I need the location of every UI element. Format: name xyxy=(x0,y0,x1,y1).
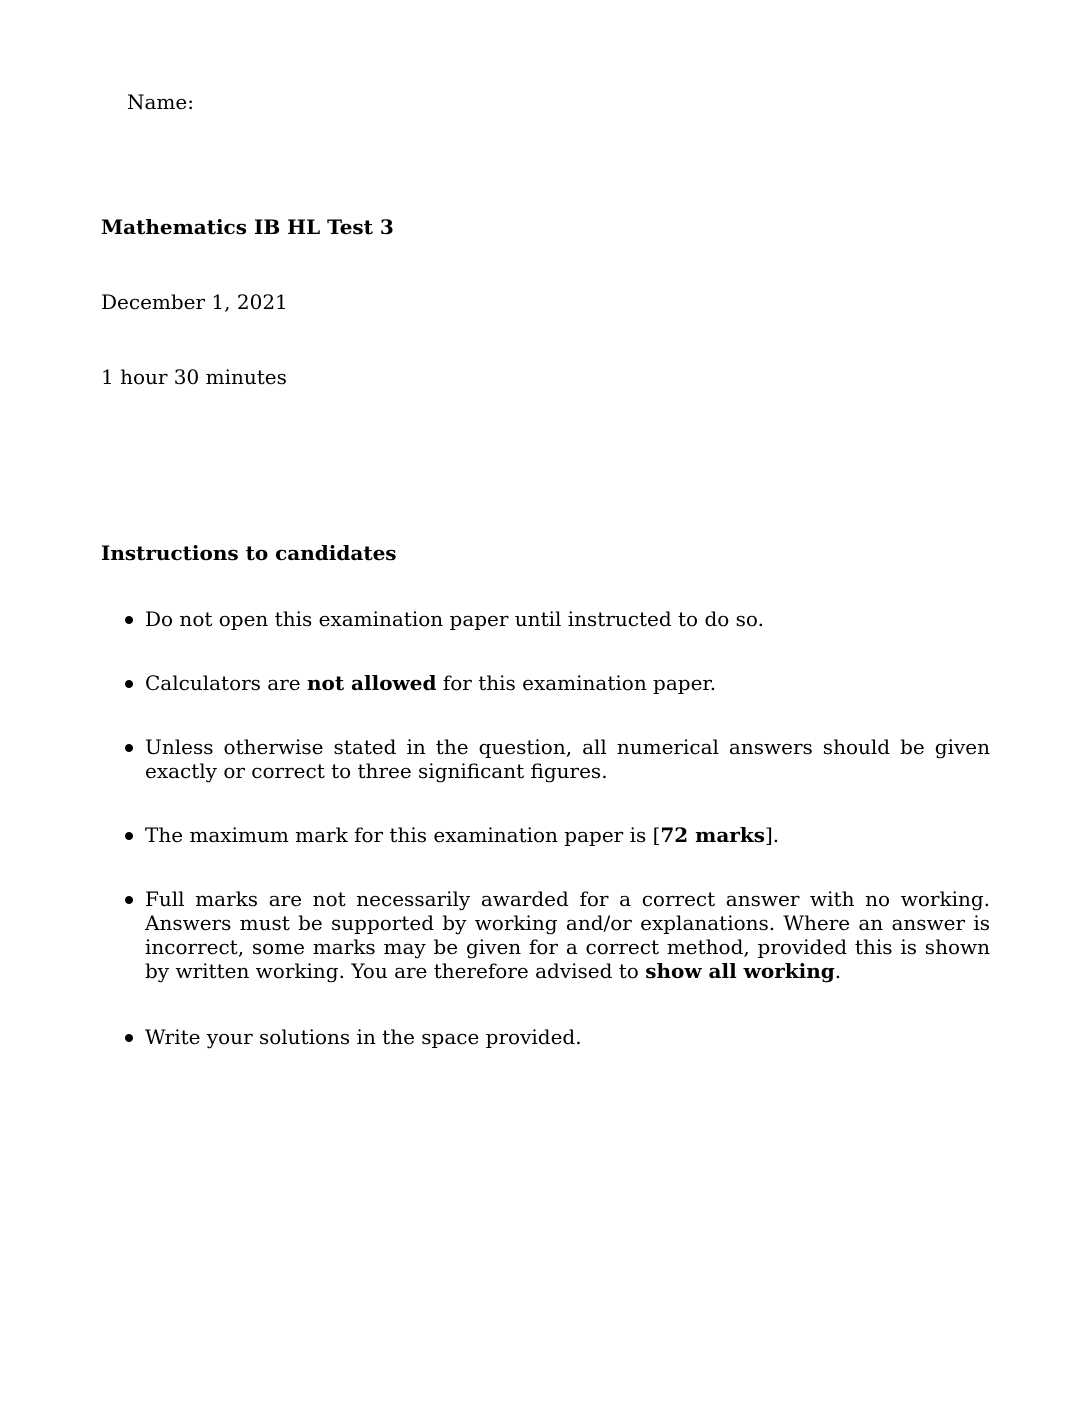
instructions-heading: Instructions to candidates xyxy=(101,541,397,565)
instruction-text xyxy=(145,671,990,695)
instruction-text-part: for this examination paper. xyxy=(436,671,717,695)
exam-date: December 1, 2021 xyxy=(101,290,288,314)
bullet-icon xyxy=(125,744,133,752)
instruction-emphasis: 72 marks xyxy=(660,823,765,847)
instruction-item xyxy=(125,823,990,847)
instruction-text-part: Calculators are xyxy=(145,671,307,695)
instruction-item xyxy=(125,671,990,695)
bullet-icon xyxy=(125,616,133,624)
instruction-text: Do not open this examination paper until instructed to do so. xyxy=(145,607,764,631)
instruction-text-part: The maximum mark for this examination paper is [ xyxy=(145,823,661,847)
instruction-item xyxy=(125,887,990,983)
name-label: Name: xyxy=(127,90,194,114)
instruction-text xyxy=(145,887,990,983)
bullet-icon xyxy=(125,680,133,688)
instruction-text-part: . xyxy=(834,959,842,983)
exam-duration: 1 hour 30 minutes xyxy=(101,365,287,389)
instruction-text: Write your solutions in the space provided. xyxy=(145,1025,582,1049)
instruction-item xyxy=(125,1025,990,1049)
instruction-text-part: ]. xyxy=(764,823,780,847)
instruction-text: Unless otherwise stated in the question, all numerical answers should be given exactly or correct to three significant figures. xyxy=(145,735,990,783)
bullet-icon xyxy=(125,832,133,840)
exam-title: Mathematics IB HL Test 3 xyxy=(101,215,394,239)
instruction-item xyxy=(125,735,990,783)
instruction-text xyxy=(145,823,990,847)
instruction-emphasis: not allowed xyxy=(306,671,437,695)
bullet-icon xyxy=(125,896,133,904)
instruction-item xyxy=(125,607,990,631)
instruction-text-part: Full marks are not necessarily awarded for a correct answer with no working. Answers must be supported by working and/or explanations. Where an answer is incorrect, some marks may be given for a correct method, provided this is shown by written working. You are therefore advised to xyxy=(145,887,990,983)
bullet-icon xyxy=(125,1034,133,1042)
instruction-emphasis: show all working xyxy=(645,959,835,983)
